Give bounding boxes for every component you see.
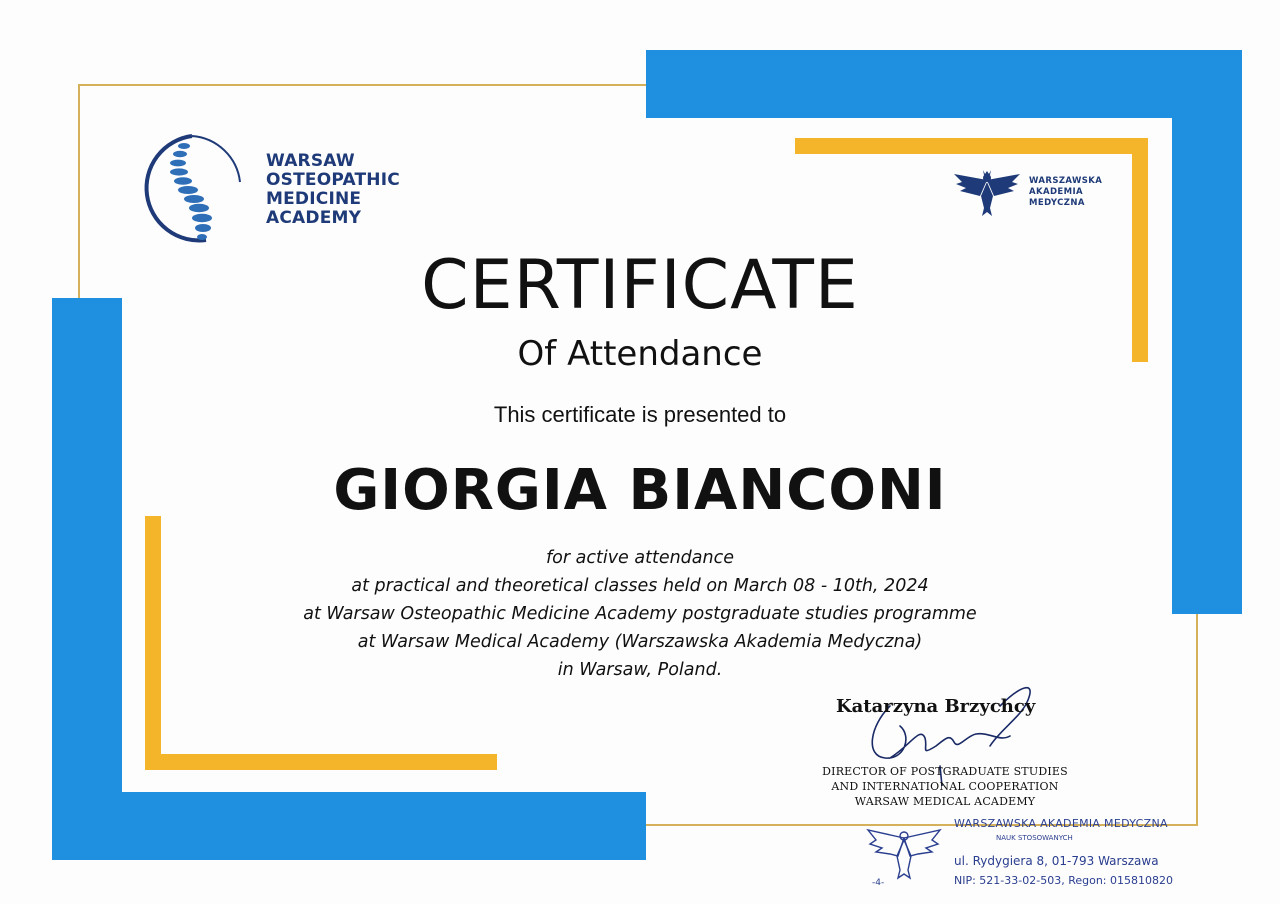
attendance-description — [0, 544, 1280, 684]
eagle-logo-icon — [952, 166, 1022, 222]
description-line: at practical and theoretical classes held on March 08 - 10th, 2024 — [351, 576, 929, 596]
gold-corner-bottom-left-horizontal — [145, 754, 497, 770]
signatory-role-line: DIRECTOR OF POSTGRADUATE STUDIES — [822, 765, 1068, 778]
signatory-role — [800, 764, 1090, 809]
description-line: for active attendance — [546, 548, 734, 568]
logo-left-line: WARSAW — [266, 151, 355, 171]
certificate-title: CERTIFICATE — [421, 246, 859, 325]
stamp-subtitle: NAUK STOSOWANYCH — [996, 834, 1073, 842]
blue-corner-top-right-horizontal — [646, 50, 1242, 118]
logo-left-line: OSTEOPATHIC — [266, 170, 400, 190]
signatory-role-line: WARSAW MEDICAL ACADEMY — [854, 795, 1036, 808]
description-line: at Warsaw Medical Academy (Warszawska Akademia Medyczna) — [357, 632, 923, 652]
warsaw-osteopathic-logo — [136, 132, 416, 247]
stamp-address: ul. Rydygiera 8, 01-793 Warszawa — [954, 854, 1159, 868]
blue-corner-bottom-left-horizontal — [52, 792, 646, 860]
logo-left-wordmark — [266, 152, 400, 228]
logo-right-line: MEDYCZNA — [1029, 198, 1085, 208]
stamp-institution: WARSZAWSKA AKADEMIA MEDYCZNA — [954, 817, 1168, 830]
certificate-subtitle: Of Attendance — [517, 334, 763, 374]
warszawska-akademia-logo — [952, 166, 1122, 222]
logo-left-line: MEDICINE — [266, 189, 362, 209]
logo-right-wordmark — [1029, 176, 1102, 209]
logo-left-line: ACADEMY — [266, 208, 362, 228]
signatory-role-line: AND INTERNATIONAL COOPERATION — [831, 780, 1059, 793]
description-line: at Warsaw Osteopathic Medicine Academy postgraduate studies programme — [303, 604, 977, 624]
gold-corner-top-right-horizontal — [795, 138, 1148, 154]
signatory-name: Katarzyna Brzychcy — [836, 696, 1036, 717]
logo-right-line: WARSZAWSKA — [1029, 176, 1103, 186]
official-stamp — [864, 812, 1184, 892]
description-line: in Warsaw, Poland. — [557, 660, 723, 680]
eagle-stamp-icon — [864, 822, 944, 882]
recipient-name: GIORGIA BIANCONI — [333, 458, 947, 523]
stamp-number: -4- — [872, 878, 885, 888]
blue-corner-top-right-vertical — [1172, 50, 1242, 614]
spine-logo-icon — [136, 132, 248, 246]
stamp-registration: NIP: 521-33-02-503, Regon: 015810820 — [954, 874, 1173, 887]
presented-to-text: This certificate is presented to — [493, 402, 787, 427]
logo-right-line: AKADEMIA — [1029, 187, 1084, 197]
